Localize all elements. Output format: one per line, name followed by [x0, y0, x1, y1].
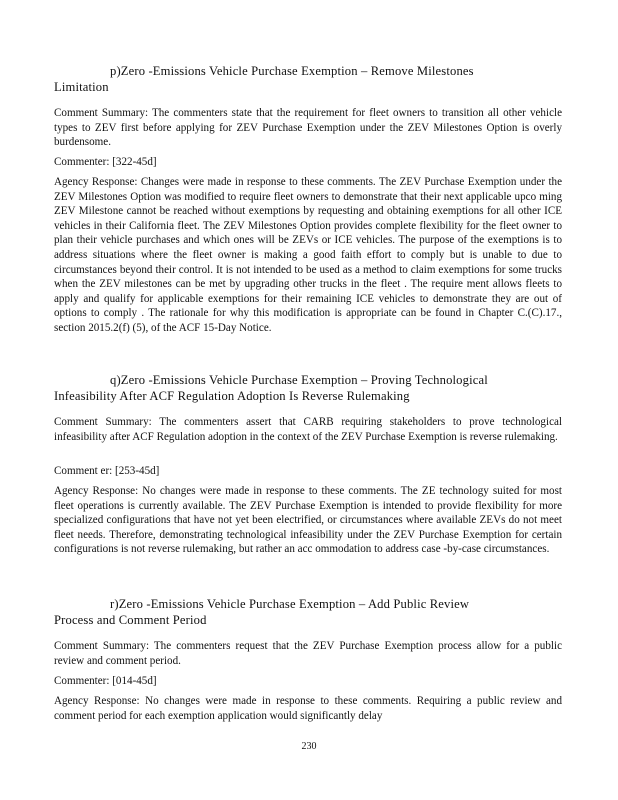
agency-response: Agency Response: No changes were made in response to these comments. The ZE technology suited for most fleet operations is currently available. The ZEV Purchase Exemption is intended to provide flexibility for more specialized configurations that have not yet been electrified, or circumstances where available ZEVs do not meet fleet needs. Therefore, demonstrating technological infeasibility under the ZEV Purchase Exemption for certain configurations is not reverse rulemaking, but rather an acc ommodation to address case -by-case circumstances. [54, 485, 562, 556]
section-heading [54, 64, 544, 95]
page-number: 230 [301, 741, 317, 752]
section-heading [54, 373, 544, 404]
section-heading-line: Infeasibility After ACF Regulation Adoption Is Reverse Rulemaking [54, 388, 410, 403]
section-heading-line: r)Zero -Emissions Vehicle Purchase Exemption – Add Public Review [110, 597, 470, 611]
comment-summary: Comment Summary: The commenters state that the requirement for fleet owners to transition all other vehicle types to ZEV first before applying for ZEV Purchase Exemption under the ZEV Milestones Option is overly burdensome. [54, 107, 562, 149]
section-heading-line: Process and Comment Period [54, 612, 207, 627]
section-heading-line: Limitation [54, 79, 109, 94]
agency-response: Agency Response: Changes were made in response to these comments. The ZEV Purchase Exemption under the ZEV Milestones Option was modified to require fleet owners to demonstrate that their next applicable upco ming ZEV Milestone cannot be reached without exemptions by requesting and obtaining exemptions for all other ICE vehicles in their California fleet. The ZEV Milestones Option provides complete flexibility for the fleet owner to plan their vehicle purchases and which ones will be ZEVs or ICE vehicles. The purpose of the exemptions is to address situations where the fleet owner is making a good faith effort to comply but is unable to due to circumstances beyond their control. It is not intended to be used as a method to claim exemptions for some trucks when the ZEV milestones can be met by upgrading other trucks in the fleet . The require ment allows fleets to apply and qualify for applicable exemptions for their remaining ICE vehicles to demonstrate they are out of options to comply . The rationale for why this modification is appropriate can be found in Chapter C.(C).17., section 2015.2(f) (5), of the ACF 15-Day Notice. [54, 176, 562, 334]
commenter-line: Comment er: [253-45d] [54, 465, 160, 477]
agency-response: Agency Response: No changes were made in response to these comments. Requiring a public review and comment period for each exemption application would significantly delay [54, 695, 562, 722]
section-heading-line: q)Zero -Emissions Vehicle Purchase Exemption – Proving Technological [110, 373, 488, 387]
section-heading-line: p)Zero -Emissions Vehicle Purchase Exemption – Remove Milestones [110, 64, 474, 78]
commenter-line: Commenter: [014-45d] [54, 675, 157, 687]
commenter-line: Commenter: [322-45d] [54, 156, 157, 168]
comment-summary: Comment Summary: The commenters request that the ZEV Purchase Exemption process allow for a public review and comment period. [54, 640, 562, 667]
comment-summary: Comment Summary: The commenters assert that CARB requiring stakeholders to prove technological infeasibility after ACF Regulation adoption in the context of the ZEV Purchase Exemption is reverse rulemaking. [54, 416, 562, 443]
section-heading [54, 597, 544, 628]
